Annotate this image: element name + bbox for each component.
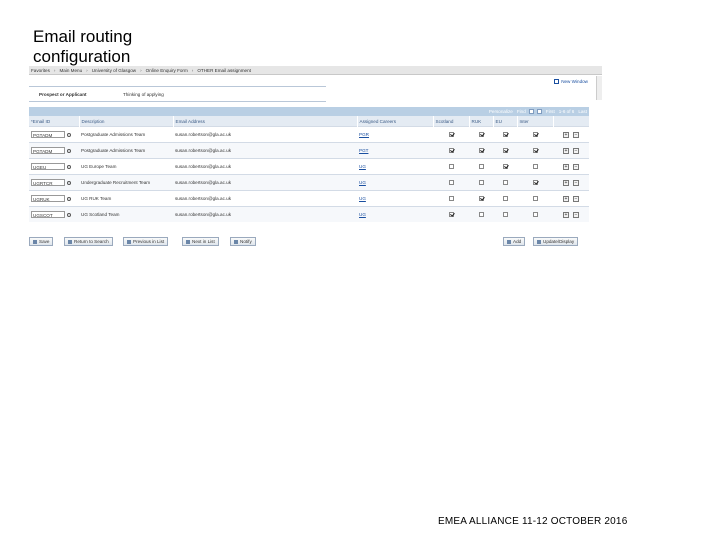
col-description[interactable]: Description — [79, 116, 173, 127]
cell-assigned-careers — [357, 175, 433, 191]
cell-eu — [493, 127, 517, 143]
cell-description: Postgraduate Admissions Team — [79, 127, 173, 143]
cell-assigned-careers — [357, 159, 433, 175]
new-window-link[interactable] — [554, 79, 588, 84]
return-icon — [68, 240, 72, 244]
email-id-input[interactable]: PGTADM — [31, 147, 65, 154]
cell-row-actions — [553, 207, 589, 223]
email-id-input[interactable]: UGRTCR — [31, 179, 65, 186]
breadcrumb-enquiry-form[interactable]: Online Enquiry Form — [145, 67, 188, 73]
table-row — [29, 191, 589, 207]
assigned-career-link[interactable]: UG — [359, 196, 366, 201]
cell-inter — [517, 191, 553, 207]
cell-description: UG RUK Team — [79, 191, 173, 207]
col-eu[interactable]: EU — [493, 116, 517, 127]
inter-checkbox[interactable] — [533, 196, 538, 201]
delete-row-button[interactable]: − — [574, 195, 578, 202]
scrollbar[interactable] — [596, 76, 602, 100]
lookup-icon[interactable] — [67, 149, 71, 153]
cell-row-actions — [553, 159, 589, 175]
breadcrumb-university[interactable]: University of Glasgow — [91, 67, 137, 73]
update-display-button[interactable]: Update/Display — [533, 237, 578, 246]
col-email-address[interactable]: Email Address — [173, 116, 357, 127]
return-to-search-button[interactable]: Return to Search — [64, 237, 113, 246]
breadcrumb-email-assignment[interactable]: OTHER Email assignment — [197, 67, 251, 73]
email-table — [29, 116, 590, 222]
eu-checkbox[interactable] — [503, 196, 508, 201]
assigned-career-link[interactable]: UG — [359, 164, 366, 169]
col-ruk[interactable]: RUK — [469, 116, 493, 127]
first-link[interactable]: First — [545, 109, 555, 114]
save-button[interactable]: Save — [29, 237, 53, 246]
eu-checkbox[interactable] — [503, 212, 508, 217]
table-header-row — [29, 116, 589, 127]
cell-ruk — [469, 175, 493, 191]
col-email-id[interactable]: *Email ID — [29, 116, 79, 127]
grid-header — [29, 107, 589, 116]
eu-checkbox[interactable] — [503, 148, 508, 153]
lookup-icon[interactable] — [67, 213, 71, 217]
add-row-button[interactable]: + — [564, 211, 568, 218]
add-row-button[interactable]: + — [564, 147, 568, 154]
table-row — [29, 207, 589, 223]
eu-checkbox[interactable] — [503, 180, 508, 185]
ruk-checkbox[interactable] — [479, 132, 484, 137]
email-id-input[interactable]: UGRUK — [31, 195, 65, 202]
eu-checkbox[interactable] — [503, 132, 508, 137]
cell-description: UG Europe Team — [79, 159, 173, 175]
assigned-career-link[interactable]: PGT — [359, 148, 369, 153]
page-toolbar — [29, 237, 589, 247]
cell-assigned-careers — [357, 207, 433, 223]
next-in-list-button[interactable]: Next in List — [182, 237, 219, 246]
cell-ruk — [469, 127, 493, 143]
add-icon — [507, 240, 511, 244]
range-label: 1-6 of 6 — [558, 109, 575, 114]
notify-icon — [234, 240, 238, 244]
email-id-input[interactable]: UGEU — [31, 163, 65, 170]
inter-checkbox[interactable] — [533, 212, 538, 217]
email-id-input[interactable]: PGTADM — [31, 131, 65, 138]
cell-email-id — [29, 175, 79, 191]
cell-eu — [493, 207, 517, 223]
cell-inter — [517, 143, 553, 159]
table-row — [29, 127, 589, 143]
cell-inter — [517, 159, 553, 175]
assigned-career-link[interactable]: PGR — [359, 132, 369, 137]
add-row-button[interactable]: + — [564, 179, 568, 186]
cell-email-address: susan.robertson@gla.ac.uk — [173, 159, 357, 175]
add-row-button[interactable]: + — [564, 163, 568, 170]
scotland-checkbox[interactable] — [449, 196, 454, 201]
col-inter[interactable]: Inter — [517, 116, 553, 127]
table-row — [29, 175, 589, 191]
table-row — [29, 143, 589, 159]
col-scotland[interactable]: Scotland — [433, 116, 469, 127]
cell-eu — [493, 143, 517, 159]
cell-email-id — [29, 207, 79, 223]
ruk-checkbox[interactable] — [479, 196, 484, 201]
cell-scotland — [433, 207, 469, 223]
email-grid — [29, 107, 589, 222]
previous-in-list-button[interactable]: Previous in List — [123, 237, 168, 246]
cell-row-actions — [553, 191, 589, 207]
cell-description: UG Scotland Team — [79, 207, 173, 223]
find-link[interactable]: Find — [516, 109, 526, 114]
cell-scotland — [433, 143, 469, 159]
save-icon — [33, 240, 37, 244]
ruk-checkbox[interactable] — [479, 180, 484, 185]
cell-email-address: susan.robertson@gla.ac.uk — [173, 207, 357, 223]
next-icon — [186, 240, 190, 244]
personalize-link[interactable]: Personalize — [488, 109, 513, 114]
ruk-checkbox[interactable] — [479, 212, 484, 217]
cell-assigned-careers — [357, 127, 433, 143]
context-label: Prospect or Applicant — [39, 91, 87, 97]
add-row-button[interactable]: + — [564, 131, 568, 138]
cell-inter — [517, 207, 553, 223]
delete-row-button[interactable]: − — [574, 163, 578, 170]
table-row — [29, 159, 589, 175]
cell-inter — [517, 175, 553, 191]
cell-ruk — [469, 191, 493, 207]
breadcrumb-separator: › — [140, 67, 142, 73]
cell-eu — [493, 175, 517, 191]
scotland-checkbox[interactable] — [449, 180, 454, 185]
context-value: Thinking of applying — [123, 91, 164, 97]
slide-footer: EMEA ALLIANCE 11-12 OCTOBER 2016 — [438, 516, 628, 527]
eu-checkbox[interactable] — [503, 164, 508, 169]
inter-checkbox[interactable] — [533, 180, 538, 185]
cell-assigned-careers — [357, 143, 433, 159]
cell-email-id — [29, 159, 79, 175]
delete-row-button[interactable]: − — [574, 179, 578, 186]
lookup-icon[interactable] — [67, 197, 71, 201]
cell-description: Undergraduate Recruitment Team — [79, 175, 173, 191]
inter-checkbox[interactable] — [533, 132, 538, 137]
add-row-button[interactable]: + — [564, 195, 568, 202]
lookup-icon[interactable] — [67, 181, 71, 185]
col-actions — [553, 116, 589, 127]
view-all-icon[interactable] — [529, 109, 534, 114]
cell-inter — [517, 127, 553, 143]
cell-ruk — [469, 207, 493, 223]
scotland-checkbox[interactable] — [449, 212, 454, 217]
cell-ruk — [469, 159, 493, 175]
cell-scotland — [433, 191, 469, 207]
cell-email-address: susan.robertson@gla.ac.uk — [173, 143, 357, 159]
cell-email-address: susan.robertson@gla.ac.uk — [173, 191, 357, 207]
download-icon[interactable] — [537, 109, 542, 114]
cell-assigned-careers — [357, 191, 433, 207]
new-window-label: New Window — [561, 79, 588, 84]
delete-row-button[interactable]: − — [574, 131, 578, 138]
cell-row-actions — [553, 175, 589, 191]
last-link[interactable]: Last — [578, 109, 587, 114]
cell-row-actions — [553, 127, 589, 143]
cell-scotland — [433, 159, 469, 175]
assigned-career-link[interactable]: UG — [359, 180, 366, 185]
cell-ruk — [469, 143, 493, 159]
cell-eu — [493, 191, 517, 207]
delete-row-button[interactable]: − — [574, 211, 578, 218]
scotland-checkbox[interactable] — [449, 148, 454, 153]
lookup-icon[interactable] — [67, 165, 71, 169]
col-assigned-careers[interactable]: Assigned Careers — [357, 116, 433, 127]
ruk-checkbox[interactable] — [479, 164, 484, 169]
scotland-checkbox[interactable] — [449, 132, 454, 137]
ruk-checkbox[interactable] — [479, 148, 484, 153]
context-bar — [29, 86, 326, 102]
new-window-icon — [554, 79, 559, 84]
cell-email-address: susan.robertson@gla.ac.uk — [173, 175, 357, 191]
cell-scotland — [433, 127, 469, 143]
slide-title: Email routing configuration — [33, 27, 133, 66]
cell-scotland — [433, 175, 469, 191]
inter-checkbox[interactable] — [533, 164, 538, 169]
cell-email-id — [29, 143, 79, 159]
cell-email-id — [29, 191, 79, 207]
update-icon — [537, 240, 541, 244]
cell-email-id — [29, 127, 79, 143]
cell-eu — [493, 159, 517, 175]
breadcrumb-separator: › — [53, 67, 56, 73]
peoplesoft-screenshot — [29, 66, 602, 256]
lookup-icon[interactable] — [67, 133, 71, 137]
breadcrumb — [29, 66, 602, 75]
breadcrumb-favorites[interactable]: Favorites — [31, 67, 50, 73]
delete-row-button[interactable]: − — [574, 147, 578, 154]
previous-icon — [127, 240, 131, 244]
inter-checkbox[interactable] — [533, 148, 538, 153]
email-id-input[interactable]: UGSCOT — [31, 211, 65, 218]
cell-description: Postgraduate Admissions Team — [79, 143, 173, 159]
scotland-checkbox[interactable] — [449, 164, 454, 169]
cell-email-address: susan.robertson@gla.ac.uk — [173, 127, 357, 143]
breadcrumb-separator: › — [86, 67, 88, 73]
breadcrumb-separator: › — [191, 67, 194, 73]
cell-row-actions — [553, 143, 589, 159]
add-button[interactable]: Add — [503, 237, 525, 246]
assigned-career-link[interactable]: UG — [359, 212, 366, 217]
notify-button[interactable]: Notify — [230, 237, 256, 246]
breadcrumb-main-menu[interactable]: Main Menu — [59, 67, 83, 73]
